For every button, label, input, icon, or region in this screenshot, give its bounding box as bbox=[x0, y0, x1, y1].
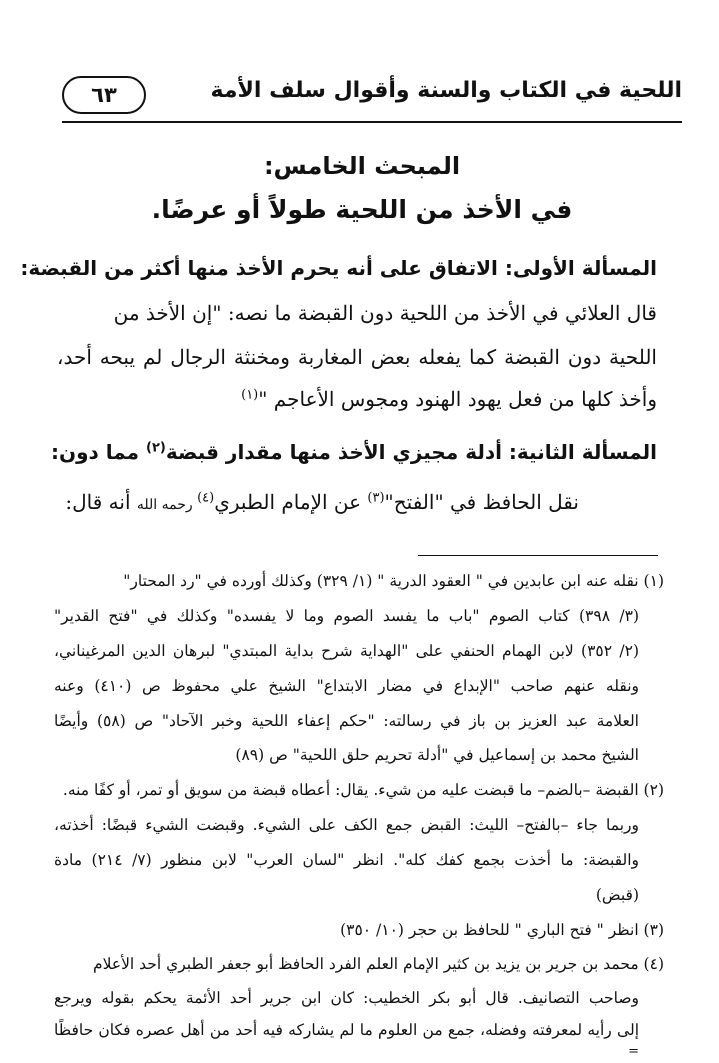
section-heading: المبحث الخامس: bbox=[263, 152, 461, 180]
footnote-line: (٣/ ٣٩٨) كتاب الصوم "باب ما يفسد الصوم وما لا يفسده" وكذلك في "فتح القدير" bbox=[54, 607, 639, 625]
footnote-ref: (٤) bbox=[197, 490, 215, 506]
body-line: اللحية دون القبضة كما يفعله بعض المغاربة ومخنثة الرجال لم يبحه أحد، bbox=[57, 345, 657, 369]
body-line-text: نقل الحافظ في "الفتح" bbox=[384, 490, 579, 514]
body-line bbox=[0, 490, 579, 514]
section-subheading: في الأخذ من اللحية طولاً أو عرضًا. bbox=[151, 195, 573, 224]
footnote-line: (٣) انظر " فتح الباري " للحافظ بن حجر (١٠/ ٣٥٠) bbox=[340, 921, 664, 939]
blessing-glyph: رحمه الله bbox=[136, 497, 198, 513]
footnote-line: (٢) القبضة –بالضم– ما قبضت عليه من شيء. يقال: أعطاه قبضة من سويق أو تمر، أو كفًا منه. bbox=[62, 781, 664, 799]
footnote-line: وصاحب التصانيف. قال أبو بكر الخطيب: كان ابن جرير أحد الأئمة يحكم بقوله ويرجع bbox=[54, 989, 639, 1007]
footnote-line: (٢/ ٣٥٢) لابن الهمام الحنفي على "الهداية شرح بداية المبتدي" لبرهان الدين المرغيناني، bbox=[54, 642, 639, 660]
body-line-text: عن الإمام الطبري bbox=[214, 490, 368, 514]
footnote-line: والقبضة: ما أخذت بجمع كفك كله". انظر "لسان العرب" لابن منظور (٧/ ٢١٤) مادة bbox=[54, 851, 639, 869]
footnote-line: ونقله عنهم صاحب "الإبداع في مضار الابتداع" الشيخ علي محفوظ ص (٤١٠) وعنه bbox=[54, 677, 639, 695]
issue-one-heading: المسألة الأولى: الاتفاق على أنه يحرم الأخذ منها أكثر من القبضة: bbox=[20, 256, 657, 280]
body-line-text: أنه قال: bbox=[65, 490, 137, 514]
footnote-line: الشيخ محمد بن إسماعيل في "أدلة تحريم حلق اللحية" ص (٨٩) bbox=[235, 746, 639, 764]
footnote-ref: (١) bbox=[241, 387, 259, 403]
body-line bbox=[57, 387, 657, 411]
footnote-ref: (٢) bbox=[146, 440, 166, 456]
issue-two-heading-tail: مما دون: bbox=[51, 440, 147, 464]
running-header-title: اللحية في الكتاب والسنة وأقوال سلف الأمة bbox=[210, 78, 682, 103]
page-number-badge: ٦٣ bbox=[62, 76, 146, 114]
issue-two-heading bbox=[51, 440, 657, 464]
footnote-continuation-mark: = bbox=[628, 1044, 639, 1059]
footnote-ref: (٣) bbox=[367, 490, 385, 506]
body-line-text: وأخذ كلها من فعل يهود الهنود ومجوس الأعاجم " bbox=[258, 387, 657, 411]
running-header bbox=[62, 70, 682, 120]
footnote-line: إلى رأيه لمعرفته وفضله، جمع من العلوم ما لم يشاركه فيه أحد من أهل عصره فكان حافظًا bbox=[54, 1021, 639, 1039]
header-divider bbox=[62, 121, 682, 123]
footnote-line: وربما جاء –بالفتح– الليث: القبض جمع الكف على الشيء. وقبضت الشيء قبضًا: أخذته، bbox=[54, 816, 639, 834]
issue-two-heading-text: المسألة الثانية: أدلة مجيزي الأخذ منها مقدار قبضة bbox=[165, 440, 657, 464]
footnote-line: (قبض) bbox=[595, 886, 639, 904]
footnote-line: (١) نقله عنه ابن عابدين في " العقود الدرية " (١/ ٣٢٩) وكذلك أورده في "رد المحتار" bbox=[123, 572, 664, 590]
footnote-line: (٤) محمد بن جرير بن يزيد بن كثير الإمام العلم الفرد الحافظ أبو جعفر الطبري أحد الأعلام bbox=[93, 955, 664, 973]
body-line: قال العلائي في الأخذ من اللحية دون القبضة ما نصه: "إن الأخذ من bbox=[113, 301, 657, 325]
footnote-separator bbox=[418, 555, 658, 556]
footnote-line: العلامة عبد العزيز بن باز في رسالته: "حكم إعفاء اللحية وخبر الآحاد" ص (٥٨) وأيضًا bbox=[54, 712, 639, 730]
